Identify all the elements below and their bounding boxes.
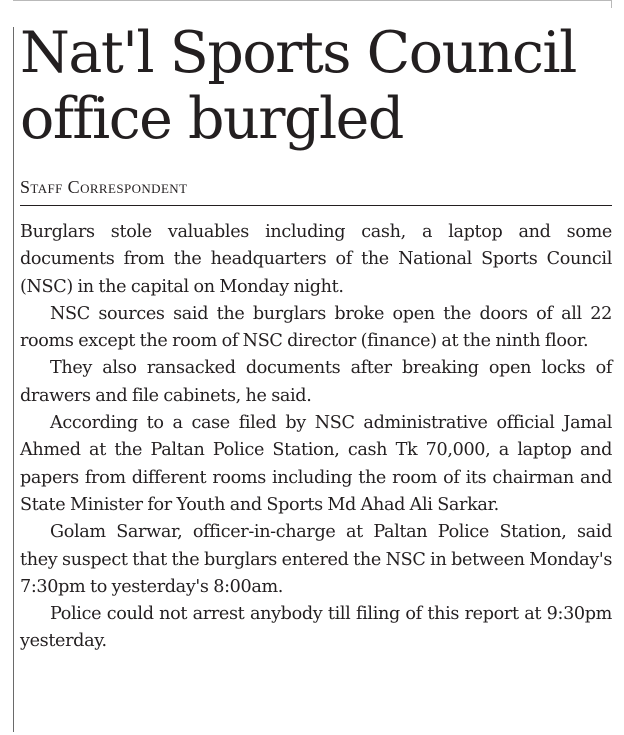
byline-divider — [20, 205, 612, 206]
byline: Staff Correspondent — [20, 177, 188, 197]
paragraph-6: Police could not arrest anybody till filing of this report at 9:30pm yesterday. — [20, 604, 612, 652]
column-right-rule — [611, 0, 612, 8]
paragraph-4: According to a case filed by NSC administrative official Jamal Ahmed at the Paltan Police Station, cash Tk 70,000, a laptop and papers from different rooms including the room of its chairman and State Minister for Youth and Sports Md Ahad Ali Sarkar. — [20, 413, 612, 515]
headline: Nat'l Sports Council office burgled — [20, 20, 576, 152]
column-top-rule — [13, 0, 611, 1]
paragraph-2: NSC sources said the burglars broke open the doors of all 22 rooms except the room of NSC director (finance) at the ninth floor. — [20, 303, 612, 352]
paragraph-5: Golam Sarwar, officer-in-charge at Paltan Police Station, said they suspect that the burglars entered the NSC in between Monday's 7:30pm to yesterday's 8:00am. — [20, 522, 612, 597]
news-article — [20, 20, 612, 656]
paragraph-1: Burglars stole valuables including cash, a laptop and some documents from the headquarters of the National Sports Council (NSC) in the capital on Monday night. — [20, 222, 612, 297]
article-body — [20, 219, 612, 656]
paragraph-3: They also ransacked documents after breaking open locks of drawers and file cabinets, he said. — [20, 358, 612, 406]
column-left-rule — [13, 27, 14, 732]
